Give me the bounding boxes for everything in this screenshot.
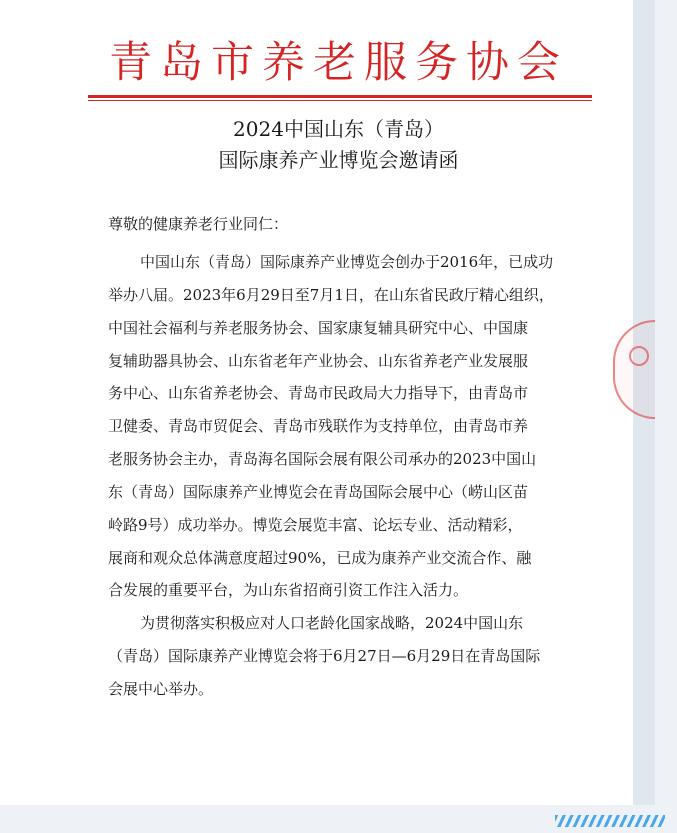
body-line: 为贯彻落实积极应对人口老龄化国家战略，2024中国山东 <box>140 614 524 632</box>
body-line: 展商和观众总体满意度超过90%，已成为康养产业交流合作、融 <box>108 549 532 567</box>
red-seal-fragment <box>613 320 655 419</box>
body-line: （青岛）国际康养产业博览会将于6月27日—6月29日在青岛国际 <box>108 647 541 665</box>
body-line: 老服务协会主办，青岛海名国际会展有限公司承办的2023中国山 <box>108 450 537 468</box>
decorative-stripes <box>555 815 665 827</box>
body-line: 复辅助器具协会、山东省老年产业协会、山东省养老产业发展服 <box>108 352 529 370</box>
letter-title-line-1: 2024中国山东（青岛） <box>233 117 444 141</box>
seal-mark <box>629 346 649 366</box>
body-line: 合发展的重要平台，为山东省招商引资工作注入活力。 <box>108 581 469 599</box>
body-line: 东（青岛）国际康养产业博览会在青岛国际会展中心（崂山区苗 <box>108 483 529 501</box>
body-line: 举办八届。2023年6月29日至7月1日，在山东省民政厅精心组织， <box>108 286 554 304</box>
letter-title-line-2: 国际康养产业博览会邀请函 <box>218 148 459 172</box>
letterhead-rule-thick <box>88 95 592 98</box>
body-line: 会展中心举办。 <box>108 680 214 698</box>
body-line: 中国山东（青岛）国际康养产业博览会创办于2016年，已成功 <box>140 253 554 271</box>
body-line: 中国社会福利与养老服务协会、国家康复辅具研究中心、中国康 <box>108 319 529 337</box>
letter-salutation: 尊敬的健康养老行业同仁： <box>108 215 289 233</box>
body-line: 岭路9号）成功举办。博览会展览丰富、论坛专业、活动精彩， <box>108 516 523 534</box>
body-line: 卫健委、青岛市贸促会、青岛市残联作为支持单位，由青岛市养 <box>108 417 529 435</box>
letterhead-rule-thin <box>88 100 592 101</box>
body-line: 务中心、山东省养老协会、青岛市民政局大力指导下，由青岛市 <box>108 384 529 402</box>
letterhead-org-name: 青岛市养老服务协会 <box>109 38 568 88</box>
